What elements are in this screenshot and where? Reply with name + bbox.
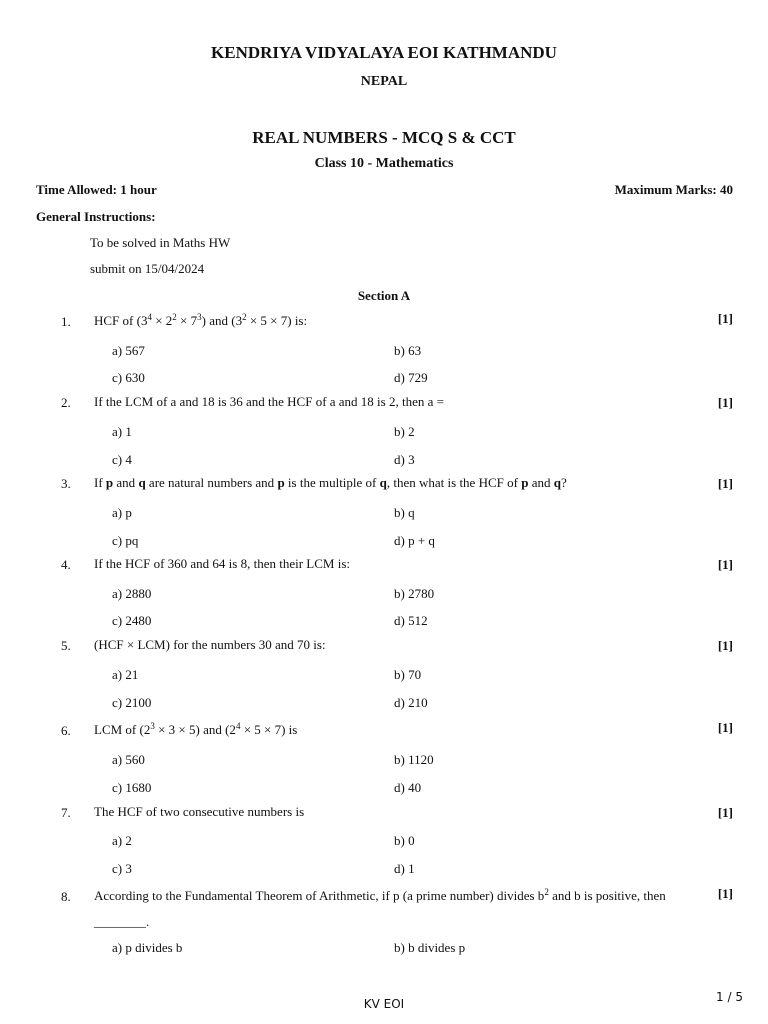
question-marks: [1] — [717, 805, 733, 820]
question-marks: [1] — [717, 557, 733, 572]
option: a) 2880 — [112, 586, 152, 601]
option: c) pq — [112, 533, 139, 548]
question-marks: [1] — [717, 476, 733, 491]
option: c) 630 — [112, 370, 145, 385]
question-text: If the LCM of a and 18 is 36 and the HCF of a and 18 is 2, then a = — [94, 394, 444, 409]
paper-subtitle: Class 10 - Mathematics — [314, 156, 454, 171]
option: a) 567 — [112, 343, 145, 358]
option: a) p — [112, 505, 132, 520]
question-text: According to the Fundamental Theorem of Arithmetic, if p (a prime number) divides $b^2$ and b is positive, then ________. — [94, 887, 666, 929]
option: c) 1680 — [112, 780, 152, 795]
paper-title: REAL NUMBERS - MCQ S & CCT — [252, 128, 516, 147]
question-text: If p and q are natural numbers and p is the multiple of q, then what is the HCF of p and q? — [94, 475, 567, 490]
question-text: (HCF × LCM) for the numbers 30 and 70 is: — [94, 637, 326, 652]
footer-label: KV EOI — [363, 997, 405, 1011]
option: b) 2780 — [394, 586, 435, 601]
option: b) 1120 — [394, 752, 434, 767]
question-number: 3. — [61, 476, 71, 491]
page-number: 1 / 5 — [716, 990, 743, 1004]
option: c) 3 — [112, 861, 132, 876]
question-marks: [1] — [717, 886, 733, 901]
option: a) 21 — [112, 667, 139, 682]
question-marks: [1] — [717, 395, 733, 410]
country-name: NEPAL — [360, 74, 408, 89]
instruction-line: submit on 15/04/2024 — [90, 261, 205, 276]
option: d) p + q — [394, 533, 435, 548]
question-text: If the HCF of 360 and 64 is 8, then their LCM is: — [94, 556, 351, 571]
question-number: 2. — [61, 395, 71, 410]
question-number: 5. — [61, 638, 71, 653]
school-name: KENDRIYA VIDYALAYA EOI KATHMANDU — [211, 43, 557, 62]
question-text: LCM of $(2^3 \times 3 \times 5)$ and $(2^4 \times 5 \times 7)$ is — [94, 721, 298, 737]
section-heading: Section A — [357, 288, 411, 303]
option: d) 40 — [394, 780, 422, 795]
question-number: 1. — [61, 314, 71, 329]
question-number: 7. — [61, 805, 71, 820]
option: b) 70 — [394, 667, 422, 682]
option: c) 2100 — [112, 695, 152, 710]
question-marks: [1] — [717, 720, 733, 735]
question-marks: [1] — [717, 638, 733, 653]
option: b) q — [394, 505, 415, 520]
time-allowed: Time Allowed: 1 hour — [36, 182, 157, 197]
option: a) 2 — [112, 833, 132, 848]
option: a) p divides b — [112, 940, 183, 955]
option: a) 560 — [112, 752, 145, 767]
option: d) 512 — [394, 613, 428, 628]
option: d) 1 — [394, 861, 415, 876]
option: b) 0 — [394, 833, 415, 848]
option: b) 2 — [394, 424, 415, 439]
option: c) 2480 — [112, 613, 152, 628]
option: c) 4 — [112, 452, 132, 467]
question-number: 4. — [61, 557, 71, 572]
question-text: The HCF of two consecutive numbers is — [94, 804, 305, 819]
question-number: 8. — [61, 889, 71, 904]
option: d) 729 — [394, 370, 428, 385]
option: b) 63 — [394, 343, 422, 358]
option: a) 1 — [112, 424, 132, 439]
maximum-marks: Maximum Marks: 40 — [614, 182, 733, 197]
option: d) 3 — [394, 452, 415, 467]
option: d) 210 — [394, 695, 428, 710]
question-marks: [1] — [717, 311, 733, 326]
question-text: HCF of $(3^4 \times 2^2 \times 7^3)$ and $(3^2 \times 5 \times 7)$ is: — [94, 312, 308, 328]
option: b) b divides p — [394, 940, 466, 955]
instructions-heading: General Instructions: — [36, 209, 156, 224]
instruction-line: To be solved in Maths HW — [90, 235, 231, 250]
question-number: 6. — [61, 723, 71, 738]
